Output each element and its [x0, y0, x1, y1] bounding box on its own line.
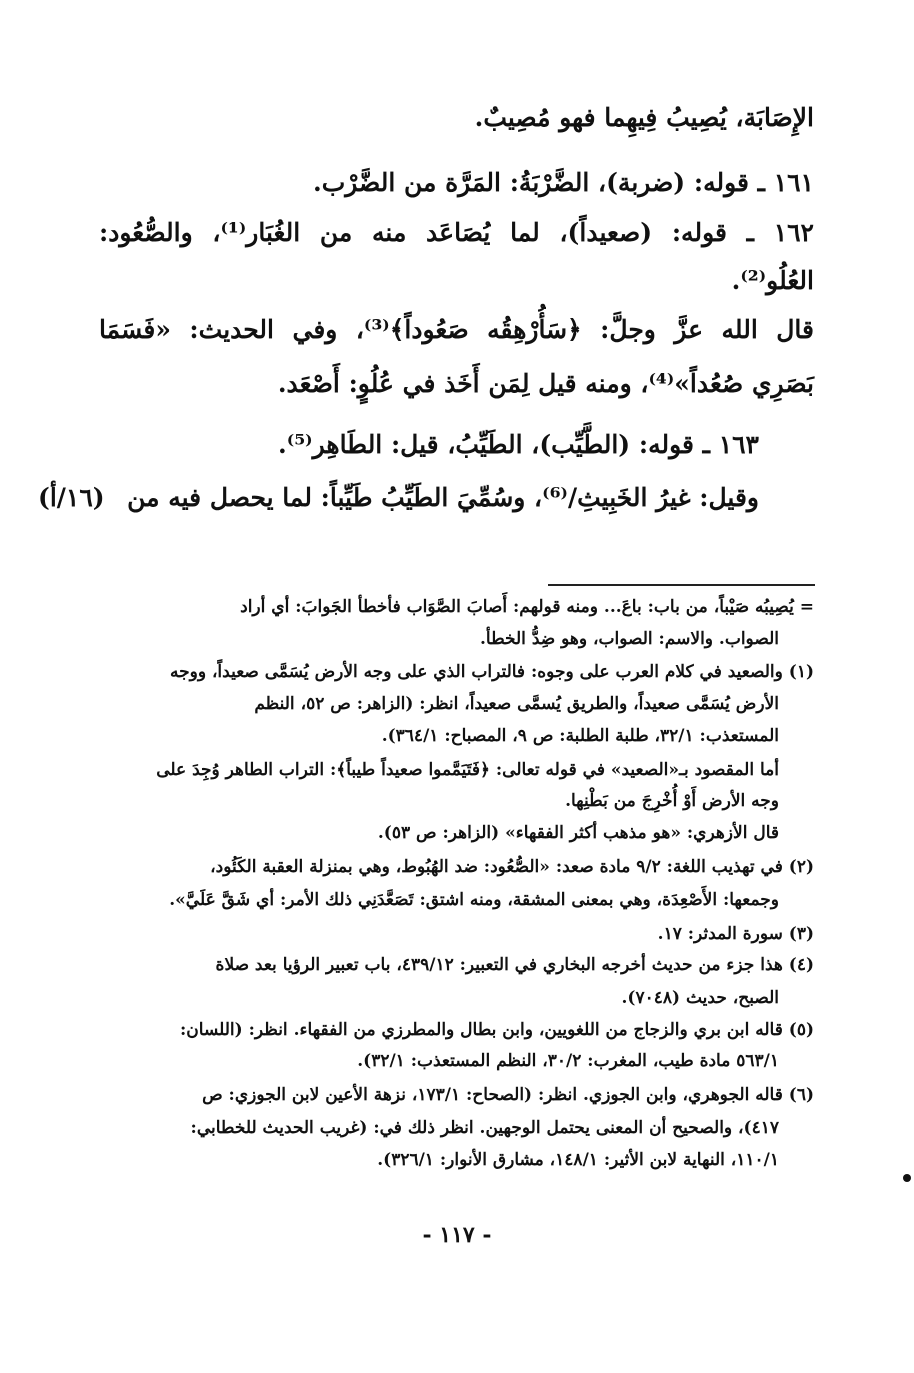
footnote-line: الصبح، حديث (٧٠٤٨). — [621, 988, 779, 1008]
footnote-line: وجه الأرض أَوْ أُخْرِجَ من بَطْنِها. — [565, 791, 779, 811]
page-number: - ١١٧ - — [422, 1222, 492, 1248]
footnote-line: (٥) قاله ابن بري والزجاج من اللغويين، وابن بطال والمطرزي من الفقهاء. انظر: (اللسان: — [180, 1020, 814, 1040]
footnote-line: المستعذب: ٣٢/١، طلبة الطلبة: ص ٩، المصباح: ٣٦٤/١). — [381, 726, 779, 746]
main-text-line: بَصَرِي صُعُداً»⁽⁴⁾، ومنه قيل لِمَن أَخَذ في عُلُوٍ: أَصْعَد. — [277, 369, 814, 398]
footnote-line: ١١٠/١، النهاية لابن الأثير: ١٤٨/١، مشارق الأنوار: ٣٢٦/١). — [377, 1150, 779, 1170]
main-text-line: ١٦١ ـ قوله: (ضربة)، الضَّرْبَةُ: المَرَّة من الضَّرْب. — [312, 168, 814, 197]
scan-mark-dot — [903, 1174, 911, 1182]
main-text-line: ١٦٣ ـ قوله: (الطَّيِّب)، الطَيِّبُ، قيل: الطَاهِر⁽⁵⁾. — [278, 430, 759, 459]
footnote-line: الأرض يُسَمَّى صعيداً، والطريق يُسمَّى صعيداً، انظر: (الزاهر: ص ٥٢، النظم — [254, 694, 779, 714]
main-text-line: قال الله عزَّ وجلَّ: ﴿سَأُرْهِقُه صَعُوداً﴾⁽³⁾، وفي الحديث: «فَسَمَا — [99, 315, 814, 344]
footnote-line: قال الأزهري: «هو مذهب أكثر الفقهاء» (الزاهر: ص ٥٣). — [377, 823, 779, 843]
footnote-line: (٦) قاله الجوهري، وابن الجوزي. انظر: (الصحاح: ١٧٣/١، نزهة الأعين لابن الجوزي: ص — [202, 1085, 814, 1105]
footnote-separator — [548, 584, 815, 586]
folio-margin-note: (١٦/أ) — [38, 483, 105, 512]
footnote-line: ٤١٧)، والصحيح أن المعنى يحتمل الوجهين. انظر ذلك في: (غريب الحديث للخطابي: — [190, 1118, 779, 1138]
main-text-line: العُلُو⁽²⁾. — [731, 266, 814, 295]
main-text-line: ١٦٢ ـ قوله: (صعيداً)، لما يُصَاعَد منه من الغُبَار⁽¹⁾، والصُّعُود: — [99, 218, 814, 247]
footnote-line: (٢) في تهذيب اللغة: ٩/٢ مادة صعد: «الصُّعُود: ضد الهُبُوط، وهي بمنزلة العقبة الكَئُود، — [210, 857, 814, 877]
footnote-line: (١) والصعيد في كلام العرب على وجوه: فالتراب الذي على وجه الأرض يُسَمَّى صعيداً، ووجه — [169, 662, 814, 682]
footnote-line: أما المقصود بـ«الصعيد» في قوله تعالى: ﴿فَتَيَمَّموا صعيداً طيباً﴾: التراب الطاهر وُجِدَ على — [156, 760, 779, 780]
footnote-line: وجمعها: الأَصْعِدَة، وهي بمعنى المشقة، ومنه اشتق: تَصَعَّدَنِي ذلك الأمر: أي شَقَّ عَلَيَّ». — [169, 890, 779, 910]
footnote-line: ٥٦٣/١ مادة طيب، المغرب: ٣٠/٢، النظم المستعذب: ٣٢/١). — [357, 1051, 779, 1071]
footnote-line: (٣) سورة المدثر: ١٧. — [657, 924, 814, 944]
main-text-line: وقيل: غيرُ الخَبِيثِ/⁽⁶⁾، وسُمِّيَ الطَيِّبُ طَيِّباً: لما يحصل فيه من — [127, 483, 759, 512]
footnote-line: (٤) هذا جزء من حديث أخرجه البخاري في التعبير: ٤٣٩/١٢، باب تعبير الرؤيا بعد صلاة — [215, 955, 814, 975]
main-text-line: الإِصَابَة، يُصِيبُ فِيهِما فهو مُصِيبٌ. — [474, 103, 814, 132]
footnote-line: الصواب. والاسم: الصواب، وهو ضِدُّ الخطأ. — [479, 629, 779, 649]
footnote-line: = يُصِيبُه صَيْباً، من باب: باعَ... ومنه قولهم: أَصابَ الصَّوَاب فأخطأ الجَوابَ: أي أراد — [240, 597, 814, 617]
